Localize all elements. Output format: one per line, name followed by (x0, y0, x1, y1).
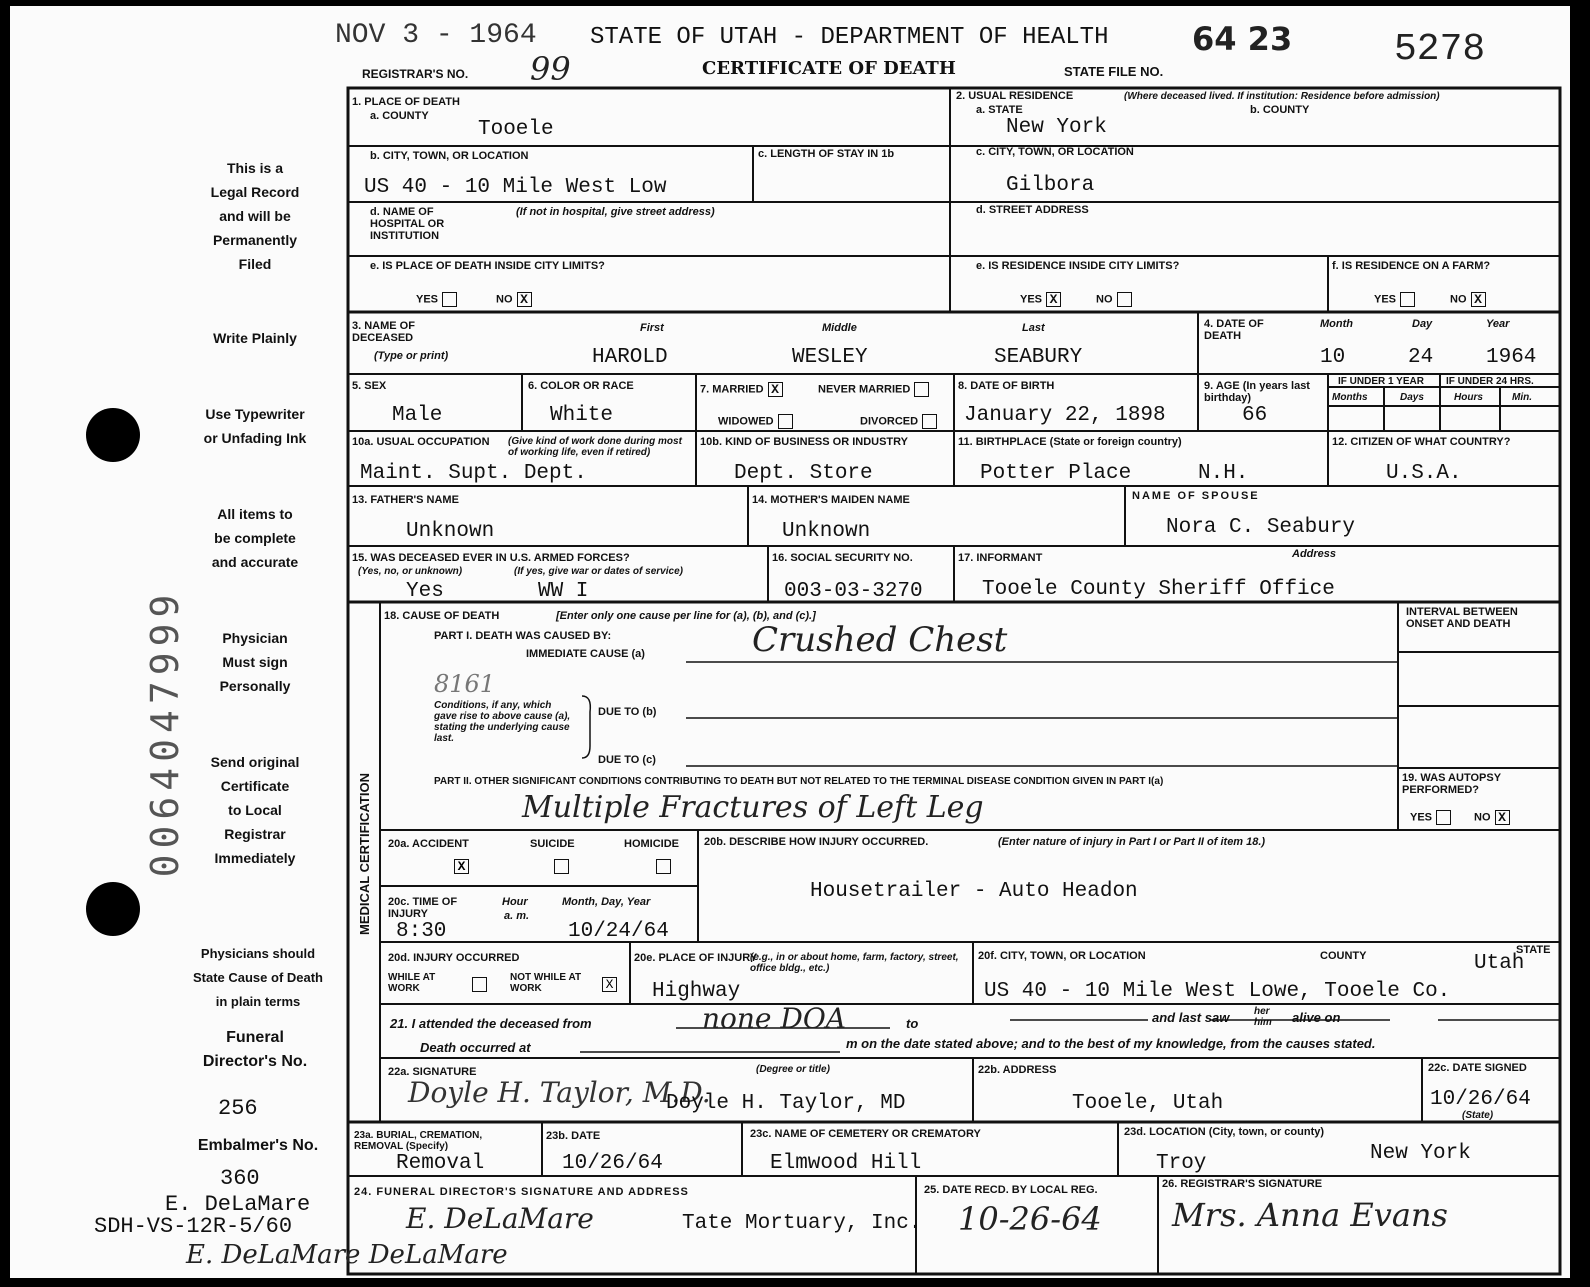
checkbox-checked[interactable]: X (1471, 292, 1486, 307)
death-inside-city-no[interactable]: NO X (496, 292, 532, 307)
value-ssn: 003-03-3270 (784, 580, 923, 603)
label-first: First (640, 322, 664, 334)
label-armed-note2: (If yes, give war or dates of service) (514, 566, 683, 577)
value-war: WW I (538, 580, 589, 603)
punch-hole-top (86, 408, 140, 462)
label-alive-on: alive on (1292, 1010, 1341, 1025)
value-city: US 40 - 10 Mile West Low (364, 176, 667, 199)
value-dob: January 22, 1898 (964, 404, 1166, 427)
label-month: Month (1320, 318, 1353, 330)
label-am: a. m. (504, 910, 530, 922)
label-last: Last (1022, 322, 1045, 334)
label-father: 13. FATHER'S NAME (352, 494, 459, 506)
funeral-director-label: Funeral Director's No. (202, 1029, 308, 1070)
value-race: White (550, 404, 614, 427)
checkbox-checked[interactable]: X (454, 859, 469, 874)
value-injury-city: US 40 - 10 Mile West Lowe, Tooele Co. (984, 980, 1451, 1003)
checkbox-empty[interactable] (1436, 810, 1451, 825)
checkbox-checked[interactable]: X (517, 292, 532, 307)
value-sex: Male (392, 404, 443, 427)
value-occupation: Maint. Supt. Dept. (360, 462, 587, 485)
value-time: 8:30 (396, 920, 447, 943)
label-residence-note: (Where deceased lived. If institution: Residence before admission) (1124, 91, 1440, 102)
label-injury-county: COUNTY (1320, 950, 1367, 962)
label-injury-occurred: 20d. INJURY OCCURRED (388, 952, 520, 964)
label-cemetery: 23c. NAME OF CEMETERY OR CREMATORY (750, 1128, 981, 1140)
label-date-received: 25. DATE RECD. BY LOCAL REG. (924, 1184, 1098, 1196)
label-middle: Middle (822, 322, 857, 334)
value-date-signed: 10/26/64 (1430, 1088, 1531, 1111)
value-last: SEABURY (994, 346, 1083, 369)
medical-certification-label: MEDICAL CERTIFICATION (357, 773, 372, 936)
label-homicide: HOMICIDE (624, 838, 679, 850)
label-physician-address: 22b. ADDRESS (978, 1064, 1057, 1076)
label-informant: 17. INFORMANT (958, 552, 1043, 564)
label-usual-residence: 2. USUAL RESIDENCE (956, 90, 1074, 102)
label-place-injury-note: (e.g., in or about home, farm, factory, street, office bldg., etc.) (750, 952, 959, 974)
physician-note: Physician Must sign Personally (219, 630, 291, 694)
label-year: Year (1486, 318, 1510, 330)
checkbox-empty[interactable] (554, 859, 569, 874)
label-name: 3. NAME OF DECEASED (352, 320, 415, 344)
marital-widowed[interactable]: WIDOWED (718, 414, 793, 429)
registrar-no: 99 (530, 50, 571, 88)
value-informant: Tooele County Sheriff Office (982, 578, 1335, 601)
value-middle: WESLEY (792, 346, 868, 369)
state-file-label: STATE FILE NO. (1064, 64, 1164, 79)
value-armed: Yes (406, 580, 444, 603)
registrar-signature: Mrs. Anna Evans (1172, 1196, 1448, 1234)
value-death-day: 24 (1408, 346, 1434, 369)
label-informant-address: Address (1292, 548, 1337, 560)
label-day: Day (1412, 318, 1433, 330)
physician-signature: Doyle H. Taylor, M.D. (408, 1076, 711, 1109)
label-hour: Hour (502, 896, 528, 908)
value-physician-address: Tooele, Utah (1072, 1092, 1224, 1115)
label-describe-injury: 20b. DESCRIBE HOW INJURY OCCURRED. (704, 836, 929, 848)
typewriter-note: Use Typewriter or Unfading Ink (203, 406, 307, 446)
physicians-should-note: Physicians should State Cause of Death in plain terms (192, 946, 324, 1009)
label-hospital: d. NAME OF HOSPITAL OR INSTITUTION (370, 206, 445, 242)
label-res-inside-city: e. IS RESIDENCE INSIDE CITY LIMITS? (976, 260, 1180, 272)
funeral-director-signature: E. DeLaMare (406, 1202, 594, 1235)
label-months: Months (1332, 392, 1368, 403)
embalmer-name: E. DeLaMare (165, 1192, 311, 1217)
farm-yes[interactable]: YES (1374, 292, 1415, 307)
label-mother: 14. MOTHER'S MAIDEN NAME (752, 494, 910, 506)
value-part-2: Multiple Fractures of Left Leg (522, 790, 984, 825)
legal-note: This is a Legal Record and will be Permanently Filed (210, 160, 300, 272)
label-describe-injury-note: (Enter nature of injury in Part I or Part II of item 18.) (998, 836, 1266, 848)
value-code: 8161 (434, 670, 496, 698)
value-location-state: New York (1370, 1142, 1471, 1165)
label-age: 9. AGE (In years last birthday) (1204, 380, 1310, 404)
label-place-of-injury: 20e. PLACE OF INJURY (634, 952, 758, 964)
res-inside-city-no[interactable]: NO (1096, 292, 1132, 307)
certificate-number: 5278 (1394, 28, 1486, 71)
work-while[interactable]: WHILE AT WORK (388, 972, 436, 994)
label-disposition: 23a. BURIAL, CREMATION, REMOVAL (Specify) (354, 1130, 483, 1152)
value-birthplace: Potter Place (980, 462, 1132, 485)
label-due-to-b: DUE TO (b) (598, 706, 657, 718)
while-at-work-checkbox[interactable] (468, 976, 487, 994)
embalmer-no: 360 (220, 1166, 260, 1191)
value-injury-date: 10/24/64 (568, 920, 669, 943)
label-part-1: PART I. DEATH WAS CAUSED BY: (434, 630, 612, 642)
homicide-checkbox[interactable] (652, 858, 671, 876)
value-res-state: New York (1006, 116, 1107, 139)
label-due-to-c: DUE TO (c) (598, 754, 656, 766)
label-conditions: Conditions, if any, which gave rise to above cause (a), stating the underlying cause last. (434, 700, 571, 744)
label-interval: INTERVAL BETWEEN ONSET AND DEATH (1406, 606, 1518, 630)
value-disposition-date: 10/26/64 (562, 1152, 663, 1175)
work-not-while[interactable]: NOT WHILE AT WORK (510, 972, 582, 994)
label-birthplace: 11. BIRTHPLACE (State or foreign country) (958, 436, 1182, 448)
not-while-at-work-checkbox[interactable] (598, 976, 617, 994)
bottom-signature: E. DeLaMare DeLaMare (186, 1240, 508, 1270)
label-inside-city: e. IS PLACE OF DEATH INSIDE CITY LIMITS? (370, 260, 605, 272)
file-code: 64 23 (1192, 20, 1293, 58)
label-signature: 22a. SIGNATURE (388, 1066, 477, 1078)
value-physician-name: Doyle H. Taylor, MD (666, 1092, 906, 1115)
label-death-occurred: Death occurred at (420, 1040, 531, 1055)
checkbox-empty[interactable] (656, 859, 671, 874)
label-cause-note: [Enter only one cause per line for (a), (b), and (c).] (556, 610, 816, 622)
checkbox-empty[interactable] (442, 292, 457, 307)
marital-married[interactable]: 7. MARRIED X (700, 382, 783, 397)
vertical-index-number: 0064047999 (143, 588, 187, 878)
label-place-of-death: 1. PLACE OF DEATH (352, 96, 460, 108)
label-business: 10b. KIND OF BUSINESS OR INDUSTRY (700, 436, 909, 448)
value-death-month: 10 (1320, 346, 1346, 369)
funeral-director-no: 256 (218, 1096, 258, 1121)
value-disposition: Removal (396, 1152, 485, 1175)
checkbox-checked[interactable]: X (768, 382, 783, 397)
punch-hole-bottom (86, 882, 140, 936)
agency-title: STATE OF UTAH - DEPARTMENT OF HEALTH (590, 24, 1109, 51)
res-inside-city-yes[interactable]: YES X (1020, 292, 1061, 307)
marital-divorced[interactable]: DIVORCED (860, 414, 937, 429)
value-business: Dept. Store (734, 462, 873, 485)
label-degree: (Degree or title) (756, 1064, 830, 1075)
label-cause-of-death: 18. CAUSE OF DEATH (384, 610, 500, 622)
value-cemetery: Elmwood Hill (770, 1152, 922, 1175)
label-part-2: PART II. OTHER SIGNIFICANT CONDITIONS CONTRIBUTING TO DEATH BUT NOT RELATED TO THE TERMINAL DISEASE CONDITION GIVEN IN PART I(a) (434, 776, 1164, 787)
label-autopsy: 19. WAS AUTOPSY PERFORMED? (1402, 772, 1501, 796)
value-mother: Unknown (782, 520, 871, 543)
value-place-of-injury: Highway (652, 980, 741, 1003)
death-inside-city-yes[interactable]: YES (416, 292, 457, 307)
value-spouse: Nora C. Seabury (1166, 516, 1356, 539)
checkbox-empty[interactable] (1117, 292, 1132, 307)
checkbox-empty[interactable] (472, 977, 487, 992)
value-cause: Crushed Chest (752, 620, 1008, 660)
label-funeral-director: 24. FUNERAL DIRECTOR'S SIGNATURE AND ADDRESS (354, 1186, 689, 1198)
label-injury-state: STATE (1516, 944, 1551, 956)
label-her-him: her him (1254, 1006, 1272, 1028)
value-injury-description: Housetrailer - Auto Headon (810, 880, 1138, 903)
checkbox-checked[interactable]: X (602, 977, 617, 992)
label-city: b. CITY, TOWN, OR LOCATION (370, 150, 529, 162)
checkbox-checked[interactable]: X (1046, 292, 1061, 307)
write-plainly-note: Write Plainly (213, 330, 297, 346)
label-disposition-date: 23b. DATE (546, 1130, 601, 1142)
checkbox-empty[interactable] (1400, 292, 1415, 307)
label-location: 23d. LOCATION (City, town, or county) (1124, 1126, 1325, 1138)
autopsy-no[interactable]: NO X (1474, 810, 1510, 825)
label-suicide: SUICIDE (530, 838, 575, 850)
label-sex: 5. SEX (352, 380, 387, 392)
farm-no[interactable]: NO X (1450, 292, 1486, 307)
value-father: Unknown (406, 520, 495, 543)
label-attended-to: to (906, 1016, 919, 1031)
send-original-note: Send original Certificate to Local Registrar Immediately (210, 754, 300, 866)
suicide-checkbox[interactable] (550, 858, 569, 876)
value-res-city: Gilbora (1006, 174, 1095, 197)
label-street: d. STREET ADDRESS (976, 204, 1089, 216)
label-date-signed: 22c. DATE SIGNED (1428, 1062, 1527, 1074)
label-last-saw: and last saw (1152, 1010, 1230, 1025)
value-county: Tooele (478, 118, 554, 141)
label-occupation: 10a. USUAL OCCUPATION (352, 436, 490, 448)
label-min: Min. (1512, 392, 1532, 403)
label-injury-city: 20f. CITY, TOWN, OR LOCATION (978, 950, 1146, 962)
label-spouse: NAME OF SPOUSE (1132, 490, 1260, 502)
label-date-of-death: 4. DATE OF DEATH (1204, 318, 1264, 342)
label-county: a. COUNTY (370, 110, 429, 122)
label-attended-from: 21. I attended the deceased from (390, 1016, 592, 1031)
label-registrar-signature: 26. REGISTRAR'S SIGNATURE (1162, 1178, 1323, 1190)
value-birth-state: N.H. (1198, 462, 1249, 485)
complete-note: All items to be complete and accurate (211, 506, 299, 570)
checkbox-empty[interactable] (922, 414, 937, 429)
value-location-city: Troy (1156, 1152, 1207, 1175)
label-days: Days (1400, 392, 1424, 403)
label-armed-forces: 15. WAS DECEASED EVER IN U.S. ARMED FORCES? (352, 552, 630, 564)
label-occupation-note: (Give kind of work done during most of working life, even if retired) (508, 436, 682, 458)
label-length-of-stay: c. LENGTH OF STAY IN 1b (758, 148, 895, 160)
label-accident: 20a. ACCIDENT (388, 838, 469, 850)
label-immediate-cause: IMMEDIATE CAUSE (a) (526, 648, 645, 660)
label-dob: 8. DATE OF BIRTH (958, 380, 1055, 392)
label-armed-note1: (Yes, no, or unknown) (358, 566, 463, 577)
value-date-received: 10-26-64 (958, 1200, 1102, 1238)
label-citizen: 12. CITIZEN OF WHAT COUNTRY? (1332, 436, 1511, 448)
label-res-county: b. COUNTY (1250, 104, 1310, 116)
value-death-year: 1964 (1486, 346, 1537, 369)
value-injury-state: Utah (1474, 952, 1525, 975)
label-name-note: (Type or print) (374, 350, 449, 362)
checkbox-empty[interactable] (778, 414, 793, 429)
label-ssn: 16. SOCIAL SECURITY NO. (772, 552, 913, 564)
value-first: HAROLD (592, 346, 668, 369)
label-hours: Hours (1454, 392, 1483, 403)
checkbox-empty[interactable] (914, 382, 929, 397)
label-res-state: a. STATE (976, 104, 1023, 116)
label-res-city: c. CITY, TOWN, OR LOCATION (976, 146, 1134, 158)
marital-never[interactable]: NEVER MARRIED (818, 382, 929, 397)
value-age: 66 (1242, 404, 1268, 427)
value-citizen: U.S.A. (1386, 462, 1462, 485)
certificate-title: CERTIFICATE OF DEATH (702, 58, 956, 79)
date-stamp: NOV 3 - 1964 (335, 20, 537, 51)
label-time-of-injury: 20c. TIME OF INJURY (388, 896, 458, 920)
accident-checkbox[interactable] (450, 858, 469, 876)
label-death-statement: m on the date stated above; and to the best of my knowledge, from the causes stated. (846, 1036, 1376, 1051)
embalmer-label: Embalmer's No. (197, 1137, 319, 1154)
label-hospital-note: (If not in hospital, give street address) (516, 206, 715, 218)
label-race: 6. COLOR OR RACE (528, 380, 634, 392)
label-month-day-year: Month, Day, Year (562, 896, 651, 908)
label-under-1-year: IF UNDER 1 YEAR (1338, 376, 1424, 387)
checkbox-checked[interactable]: X (1495, 810, 1510, 825)
label-farm: f. IS RESIDENCE ON A FARM? (1332, 260, 1491, 272)
form-number: SDH-VS-12R-5/60 (94, 1214, 293, 1239)
value-attended: none DOA (702, 1002, 847, 1035)
label-state-paren: (State) (1462, 1110, 1494, 1121)
registrar-no-label: REGISTRAR'S NO. (362, 67, 469, 81)
autopsy-yes[interactable]: YES (1410, 810, 1451, 825)
value-mortuary: Tate Mortuary, Inc. (682, 1212, 922, 1235)
label-under-24-hrs: IF UNDER 24 HRS. (1446, 376, 1534, 387)
death-certificate (10, 6, 1570, 1278)
